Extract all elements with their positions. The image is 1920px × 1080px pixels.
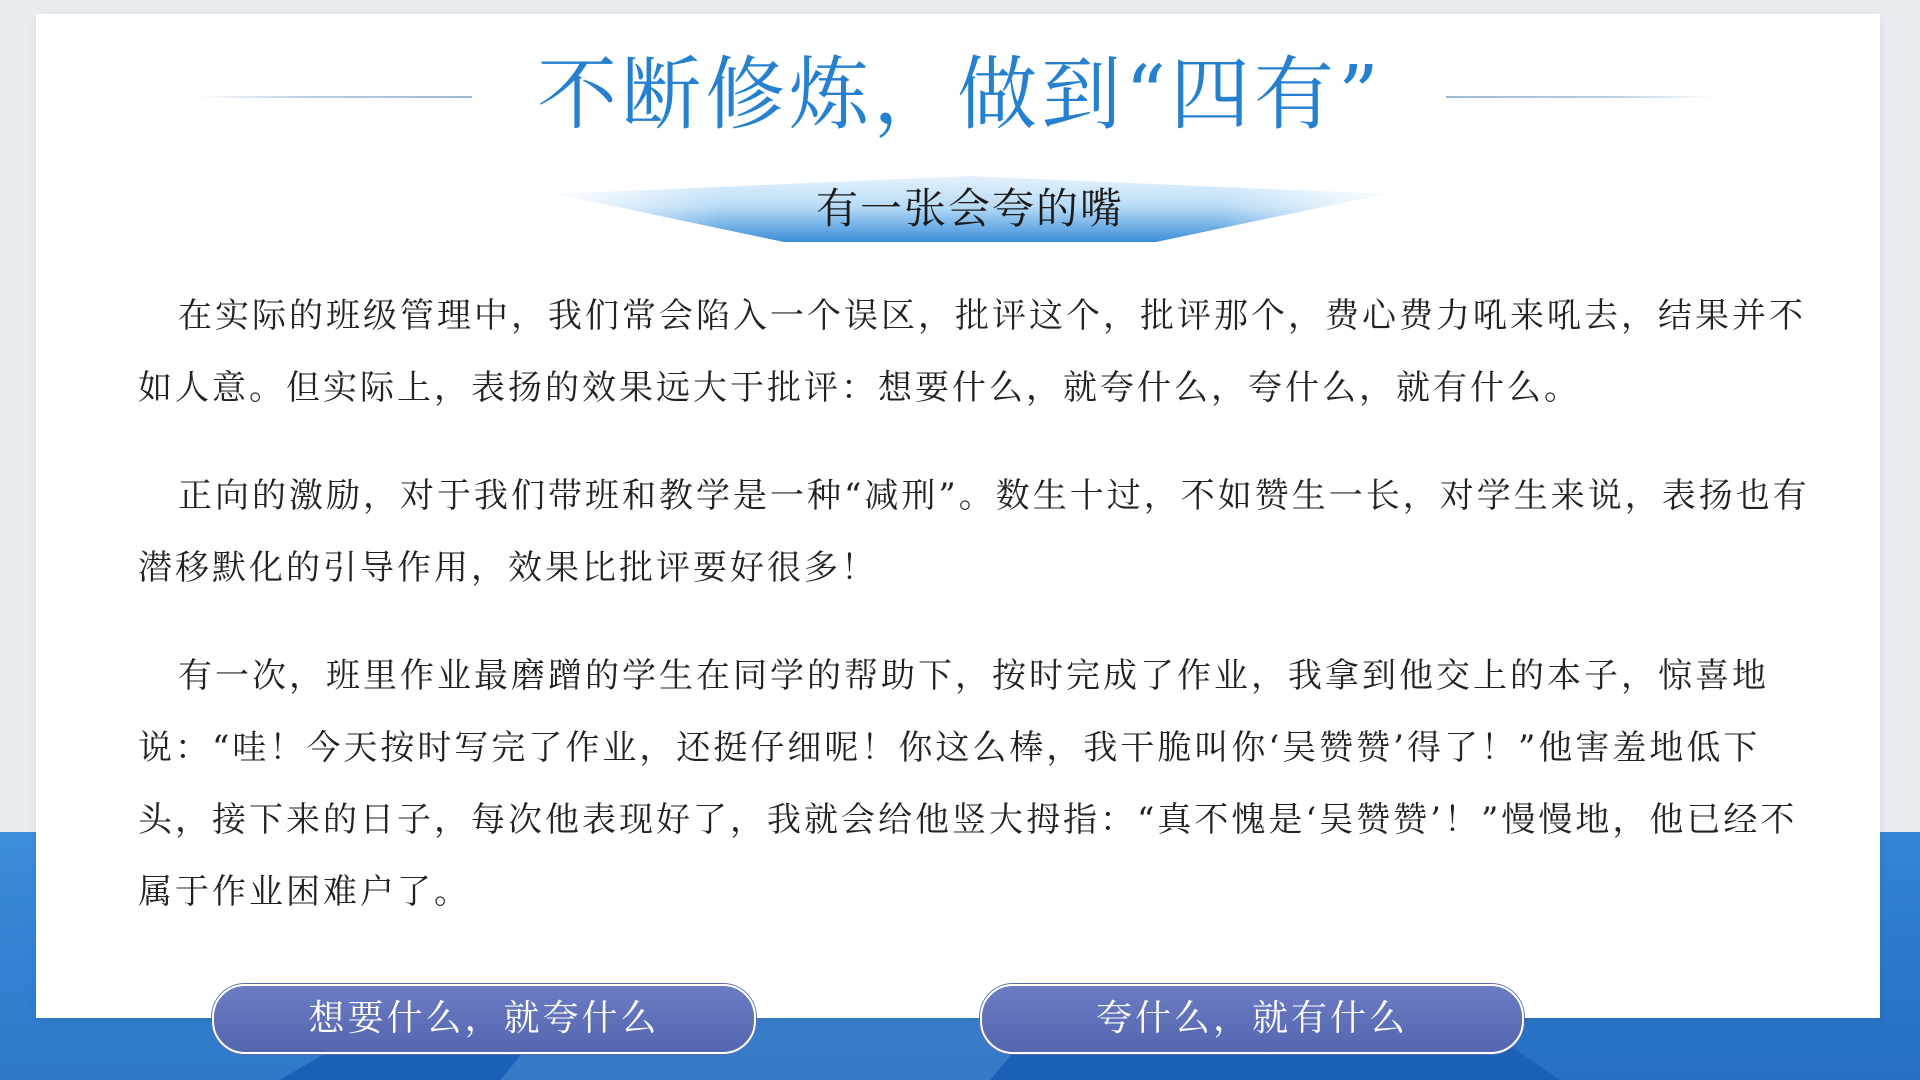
title-divider-left bbox=[196, 96, 472, 98]
title-divider-right bbox=[1446, 96, 1716, 98]
pill-want-praise[interactable]: 想要什么，就夸什么 bbox=[212, 984, 756, 1054]
page-title: 不断修炼，做到“四有” bbox=[537, 48, 1383, 141]
paragraph-2: 正向的激励，对于我们带班和教学是一种“减刑”。数生十过，不如赞生一长，对学生来说，表扬也有潜移默化的引导作用，效果比批评要好很多！ bbox=[138, 476, 1810, 588]
subtitle-banner bbox=[556, 176, 1384, 242]
paragraph-3: 有一次，班里作业最磨蹭的学生在同学的帮助下，按时完成了作业，我拿到他交上的本子，惊喜地说：“哇！今天按时写完了作业，还挺仔细呢！你这么棒，我干脆叫你‘吴赞赞’得了！”他害羞地低下头，接下来的日子，每次他表现好了，我就会给他竖大拇指：“真不愧是‘吴赞赞’！”慢慢地，他已经不属于作业困难户了。 bbox=[138, 656, 1798, 912]
paragraph-1: 在实际的班级管理中，我们常会陷入一个误区，批评这个，批评那个，费心费力吼来吼去，结果并不如人意。但实际上，表扬的效果远大于批评：想要什么，就夸什么，夸什么，就有什么。 bbox=[138, 296, 1806, 408]
pill-praise-get[interactable]: 夸什么，就有什么 bbox=[980, 984, 1524, 1054]
subtitle-text: 有一张会夸的嘴 bbox=[815, 184, 1124, 233]
